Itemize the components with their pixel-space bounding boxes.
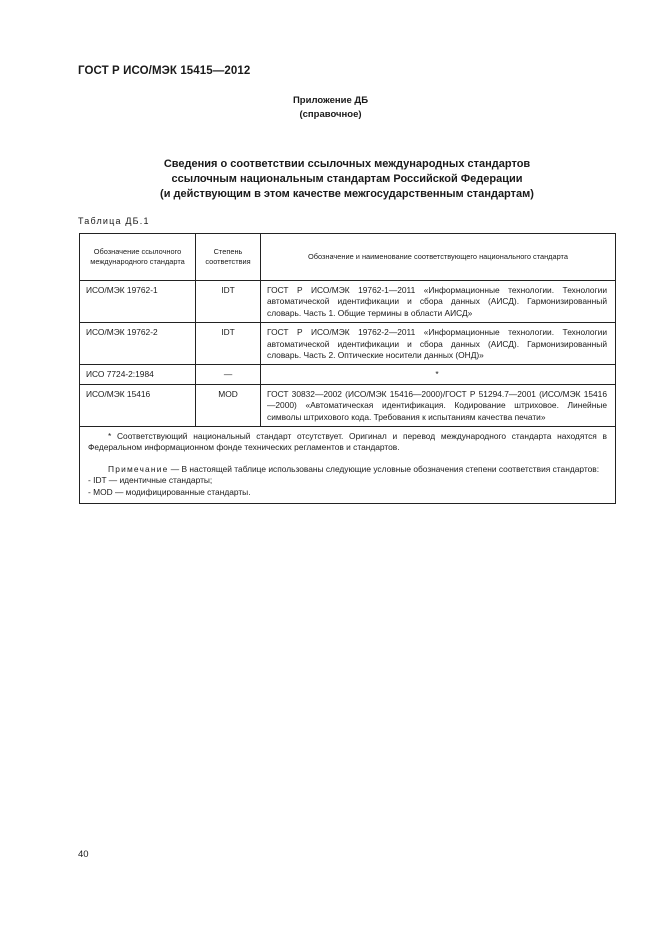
intl-standard-cell: ИСО/МЭК 15416 bbox=[80, 384, 196, 426]
section-title bbox=[0, 157, 661, 202]
page-number: 40 bbox=[78, 849, 89, 860]
degree-cell: IDT bbox=[196, 281, 261, 323]
national-standard-cell: ГОСТ 30832—2002 (ИСО/МЭК 15416—2000)/ГОСТ Р 51294.7—2001 (ИСО/МЭК 15416—2000) «Автоматическая идентификация. Кодирование штриховое. Линейные символы штрихового кода. Требования к испытаниям качества печати» bbox=[261, 384, 616, 426]
degree-cell: IDT bbox=[196, 323, 261, 365]
title-line-1: Сведения о соответствии ссылочных международных стандартов bbox=[163, 158, 531, 170]
document-header: ГОСТ Р ИСО/МЭК 15415—2012 bbox=[78, 65, 251, 77]
table-row bbox=[80, 384, 616, 426]
header-national-standard: Обозначение и наименование соответствующего национального стандарта bbox=[261, 234, 616, 281]
table-notes bbox=[80, 427, 616, 504]
intl-standard-cell: ИСО 7724-2:1984 bbox=[80, 365, 196, 384]
header-degree: Степень соответствия bbox=[196, 234, 261, 281]
note-item-mod: - MOD — модифицированные стандарты. bbox=[88, 486, 251, 497]
correspondence-table bbox=[79, 233, 615, 504]
appendix-type: (справочное) bbox=[299, 109, 362, 120]
title-line-3: (и действующим в этом качестве межгосударственным стандартам) bbox=[160, 188, 534, 200]
national-standard-cell: * bbox=[261, 365, 616, 384]
table-footnote: * Соответствующий национальный стандарт отсутствует. Оригинал и перевод международного стандарта находятся в Федеральном информационном фонде технических регламентов и стандартов. bbox=[88, 431, 607, 453]
table-header-row bbox=[80, 234, 616, 281]
appendix-heading bbox=[0, 94, 661, 122]
title-line-2: ссылочным национальным стандартам Российской Федерации bbox=[171, 173, 523, 185]
note-text: — В настоящей таблице использованы следующие условные обозначения степени соответствия стандартов: bbox=[168, 463, 600, 474]
intl-standard-cell: ИСО/МЭК 19762-1 bbox=[80, 281, 196, 323]
table-note bbox=[88, 464, 607, 475]
table-row bbox=[80, 323, 616, 365]
table-row bbox=[80, 281, 616, 323]
table-caption: Таблица ДБ.1 bbox=[78, 216, 150, 226]
table-row bbox=[80, 365, 616, 384]
national-standard-cell: ГОСТ Р ИСО/МЭК 19762-2—2011 «Информационные технологии. Технологии автоматической идентификации и сбора данных (АИСД). Гармонизированный словарь. Часть 2. Оптические носители данных (ОНД)» bbox=[261, 323, 616, 365]
note-item-idt: - IDT — идентичные стандарты; bbox=[88, 475, 213, 486]
degree-cell: MOD bbox=[196, 384, 261, 426]
table-notes-row bbox=[80, 427, 616, 504]
header-intl-standard: Обозначение ссылочного международного стандарта bbox=[80, 234, 196, 281]
national-standard-cell: ГОСТ Р ИСО/МЭК 19762-1—2011 «Информационные технологии. Технологии автоматической идентификации и сбора данных (АИСД). Гармонизированный словарь. Часть 1. Общие термины в области АИСД» bbox=[261, 281, 616, 323]
appendix-label: Приложение ДБ bbox=[292, 95, 369, 106]
degree-cell: — bbox=[196, 365, 261, 384]
intl-standard-cell: ИСО/МЭК 19762-2 bbox=[80, 323, 196, 365]
note-label: Примечание bbox=[108, 463, 169, 474]
